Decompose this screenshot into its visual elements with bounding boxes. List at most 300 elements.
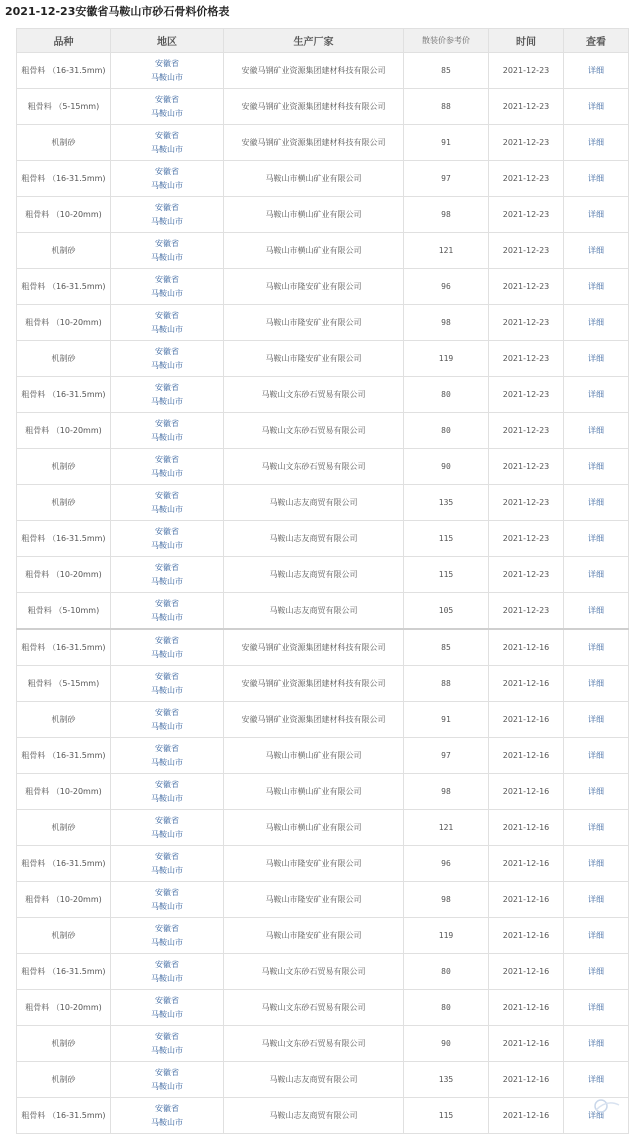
cell-variety: 粗骨料 （10-20mm) xyxy=(17,557,111,593)
cell-maker: 马鞍山市隆安矿业有限公司 xyxy=(224,269,404,305)
cell-variety: 粗骨料 （10-20mm) xyxy=(17,413,111,449)
col-header-date: 时间 xyxy=(489,29,564,53)
cell-region xyxy=(111,882,224,918)
cell-date: 2021-12-23 xyxy=(489,233,564,269)
cell-variety: 粗骨料 （5-10mm) xyxy=(17,593,111,630)
cell-variety: 粗骨料 （16-31.5mm) xyxy=(17,161,111,197)
cell-variety: 粗骨料 （10-20mm) xyxy=(17,774,111,810)
table-row xyxy=(17,954,629,990)
detail-link[interactable]: 详细 xyxy=(588,210,604,219)
region-province: 安徽省 xyxy=(155,1103,179,1113)
table-row xyxy=(17,269,629,305)
cell-date: 2021-12-23 xyxy=(489,197,564,233)
region-city: 马鞍山市 xyxy=(151,252,183,262)
cell-region xyxy=(111,233,224,269)
region-city: 马鞍山市 xyxy=(151,72,183,82)
page-title: 2021-12-23安徽省马鞍山市砂石骨料价格表 xyxy=(5,5,230,18)
cell-price: 121 xyxy=(404,233,489,269)
cell-date: 2021-12-16 xyxy=(489,1062,564,1098)
region-province: 安徽省 xyxy=(155,238,179,248)
cell-region xyxy=(111,738,224,774)
cell-maker: 马鞍山市隆安矿业有限公司 xyxy=(224,918,404,954)
cell-region xyxy=(111,990,224,1026)
cell-region xyxy=(111,89,224,125)
region-province: 安徽省 xyxy=(155,382,179,392)
cell-date: 2021-12-16 xyxy=(489,1098,564,1134)
detail-link[interactable]: 详细 xyxy=(588,174,604,183)
cell-maker: 马鞍山文东砂石贸易有限公司 xyxy=(224,1026,404,1062)
detail-link[interactable]: 详细 xyxy=(588,426,604,435)
region-province: 安徽省 xyxy=(155,707,179,717)
cell-view xyxy=(564,990,629,1026)
detail-link[interactable]: 详细 xyxy=(588,246,604,255)
cell-region xyxy=(111,1098,224,1134)
cell-price: 98 xyxy=(404,305,489,341)
cell-price: 97 xyxy=(404,738,489,774)
cell-price: 98 xyxy=(404,882,489,918)
cell-variety: 粗骨料 （16-31.5mm) xyxy=(17,738,111,774)
region-city: 马鞍山市 xyxy=(151,324,183,334)
cell-region xyxy=(111,485,224,521)
region-province: 安徽省 xyxy=(155,815,179,825)
cell-variety: 粗骨料 （5-15mm) xyxy=(17,666,111,702)
cell-region xyxy=(111,846,224,882)
table-row xyxy=(17,846,629,882)
cell-price: 91 xyxy=(404,702,489,738)
table-row xyxy=(17,341,629,377)
region-city: 马鞍山市 xyxy=(151,144,183,154)
detail-link[interactable]: 详细 xyxy=(588,787,604,796)
table-row xyxy=(17,1062,629,1098)
cell-view xyxy=(564,53,629,89)
detail-link[interactable]: 详细 xyxy=(588,462,604,471)
region-city: 马鞍山市 xyxy=(151,432,183,442)
detail-link[interactable]: 详细 xyxy=(588,606,604,615)
cell-maker: 马鞍山市隆安矿业有限公司 xyxy=(224,341,404,377)
region-province: 安徽省 xyxy=(155,1031,179,1041)
cell-region xyxy=(111,413,224,449)
table-row xyxy=(17,233,629,269)
cell-view xyxy=(564,449,629,485)
cell-maker: 马鞍山志友商贸有限公司 xyxy=(224,557,404,593)
detail-link[interactable]: 详细 xyxy=(588,138,604,147)
cell-maker: 马鞍山志友商贸有限公司 xyxy=(224,593,404,630)
cell-date: 2021-12-23 xyxy=(489,269,564,305)
cell-price: 97 xyxy=(404,161,489,197)
region-province: 安徽省 xyxy=(155,274,179,284)
cell-date: 2021-12-23 xyxy=(489,449,564,485)
detail-link[interactable]: 详细 xyxy=(588,318,604,327)
cell-price: 85 xyxy=(404,53,489,89)
cell-region xyxy=(111,702,224,738)
cell-date: 2021-12-23 xyxy=(489,485,564,521)
cell-date: 2021-12-23 xyxy=(489,305,564,341)
cell-view xyxy=(564,161,629,197)
detail-link[interactable]: 详细 xyxy=(588,715,604,724)
table-row xyxy=(17,1026,629,1062)
detail-link[interactable]: 详细 xyxy=(588,390,604,399)
cell-date: 2021-12-23 xyxy=(489,521,564,557)
region-city: 马鞍山市 xyxy=(151,396,183,406)
region-city: 马鞍山市 xyxy=(151,216,183,226)
cell-view xyxy=(564,557,629,593)
cell-date: 2021-12-16 xyxy=(489,918,564,954)
region-city: 马鞍山市 xyxy=(151,576,183,586)
cell-variety: 粗骨料 （16-31.5mm) xyxy=(17,954,111,990)
col-header-view: 查看 xyxy=(564,29,629,53)
cell-price: 135 xyxy=(404,485,489,521)
cell-variety: 粗骨料 （16-31.5mm) xyxy=(17,846,111,882)
cell-region xyxy=(111,197,224,233)
cell-variety: 机制砂 xyxy=(17,125,111,161)
cell-region xyxy=(111,1026,224,1062)
detail-link[interactable]: 详细 xyxy=(588,354,604,363)
region-province: 安徽省 xyxy=(155,202,179,212)
table-row xyxy=(17,377,629,413)
region-city: 马鞍山市 xyxy=(151,1081,183,1091)
cell-date: 2021-12-23 xyxy=(489,89,564,125)
table-row xyxy=(17,666,629,702)
cell-view xyxy=(564,125,629,161)
detail-link[interactable]: 详细 xyxy=(588,498,604,507)
cell-price: 98 xyxy=(404,197,489,233)
cell-variety: 机制砂 xyxy=(17,810,111,846)
region-province: 安徽省 xyxy=(155,94,179,104)
cell-maker: 马鞍山市横山矿业有限公司 xyxy=(224,197,404,233)
cell-maker: 马鞍山市横山矿业有限公司 xyxy=(224,233,404,269)
table-row xyxy=(17,774,629,810)
cell-date: 2021-12-16 xyxy=(489,774,564,810)
cell-view xyxy=(564,413,629,449)
region-province: 安徽省 xyxy=(155,310,179,320)
cell-price: 80 xyxy=(404,954,489,990)
cell-maker: 安徽马钢矿业资源集团建材科技有限公司 xyxy=(224,629,404,666)
cell-date: 2021-12-23 xyxy=(489,413,564,449)
table-header xyxy=(17,29,629,53)
detail-link[interactable]: 详细 xyxy=(588,102,604,111)
cell-view xyxy=(564,846,629,882)
cell-region xyxy=(111,954,224,990)
cell-variety: 粗骨料 （16-31.5mm) xyxy=(17,269,111,305)
cell-region xyxy=(111,125,224,161)
cell-variety: 机制砂 xyxy=(17,449,111,485)
cell-price: 90 xyxy=(404,449,489,485)
cell-view xyxy=(564,485,629,521)
region-province: 安徽省 xyxy=(155,887,179,897)
table-row xyxy=(17,413,629,449)
cell-maker: 安徽马钢矿业资源集团建材科技有限公司 xyxy=(224,666,404,702)
region-city: 马鞍山市 xyxy=(151,937,183,947)
cell-price: 121 xyxy=(404,810,489,846)
cell-view xyxy=(564,1062,629,1098)
cell-view xyxy=(564,1026,629,1062)
cell-view xyxy=(564,305,629,341)
table-body xyxy=(17,53,629,1134)
cell-variety: 粗骨料 （16-31.5mm) xyxy=(17,377,111,413)
region-province: 安徽省 xyxy=(155,851,179,861)
region-city: 马鞍山市 xyxy=(151,901,183,911)
cell-region xyxy=(111,377,224,413)
detail-link[interactable]: 详细 xyxy=(588,66,604,75)
region-city: 马鞍山市 xyxy=(151,973,183,983)
cell-price: 119 xyxy=(404,918,489,954)
cell-region xyxy=(111,918,224,954)
cell-variety: 机制砂 xyxy=(17,702,111,738)
cell-variety: 粗骨料 （16-31.5mm) xyxy=(17,521,111,557)
cell-variety: 粗骨料 （16-31.5mm) xyxy=(17,53,111,89)
region-province: 安徽省 xyxy=(155,743,179,753)
cell-variety: 机制砂 xyxy=(17,341,111,377)
table-row xyxy=(17,197,629,233)
table-row xyxy=(17,918,629,954)
region-city: 马鞍山市 xyxy=(151,685,183,695)
table-row xyxy=(17,557,629,593)
cell-date: 2021-12-23 xyxy=(489,377,564,413)
cell-view xyxy=(564,954,629,990)
cell-view xyxy=(564,269,629,305)
cell-date: 2021-12-23 xyxy=(489,53,564,89)
cell-region xyxy=(111,161,224,197)
cell-view xyxy=(564,702,629,738)
table-row xyxy=(17,521,629,557)
detail-link[interactable]: 详细 xyxy=(588,534,604,543)
region-province: 安徽省 xyxy=(155,418,179,428)
region-city: 马鞍山市 xyxy=(151,288,183,298)
region-city: 马鞍山市 xyxy=(151,757,183,767)
cell-date: 2021-12-23 xyxy=(489,593,564,630)
region-city: 马鞍山市 xyxy=(151,793,183,803)
detail-link[interactable]: 详细 xyxy=(588,859,604,868)
region-city: 马鞍山市 xyxy=(151,1117,183,1127)
detail-link[interactable]: 详细 xyxy=(588,1075,604,1084)
table-row xyxy=(17,125,629,161)
cell-variety: 粗骨料 （10-20mm) xyxy=(17,882,111,918)
cell-view xyxy=(564,521,629,557)
region-city: 马鞍山市 xyxy=(151,540,183,550)
cell-variety: 粗骨料 （10-20mm) xyxy=(17,305,111,341)
cell-price: 91 xyxy=(404,125,489,161)
cell-variety: 机制砂 xyxy=(17,918,111,954)
region-province: 安徽省 xyxy=(155,671,179,681)
cell-date: 2021-12-16 xyxy=(489,882,564,918)
region-city: 马鞍山市 xyxy=(151,504,183,514)
cell-maker: 安徽马钢矿业资源集团建材科技有限公司 xyxy=(224,125,404,161)
cell-region xyxy=(111,774,224,810)
cell-date: 2021-12-16 xyxy=(489,738,564,774)
cell-maker: 马鞍山市横山矿业有限公司 xyxy=(224,161,404,197)
cell-price: 98 xyxy=(404,774,489,810)
cell-region xyxy=(111,810,224,846)
detail-link[interactable]: 详细 xyxy=(588,751,604,760)
cell-region xyxy=(111,521,224,557)
cell-variety: 粗骨料 （5-15mm) xyxy=(17,89,111,125)
cell-view xyxy=(564,377,629,413)
region-province: 安徽省 xyxy=(155,1067,179,1077)
table-row xyxy=(17,810,629,846)
cell-price: 115 xyxy=(404,1098,489,1134)
cell-price: 80 xyxy=(404,413,489,449)
region-province: 安徽省 xyxy=(155,959,179,969)
table-row xyxy=(17,593,629,630)
cell-region xyxy=(111,305,224,341)
cell-variety: 粗骨料 （10-20mm) xyxy=(17,990,111,1026)
region-province: 安徽省 xyxy=(155,454,179,464)
region-city: 马鞍山市 xyxy=(151,649,183,659)
cell-maker: 安徽马钢矿业资源集团建材科技有限公司 xyxy=(224,53,404,89)
detail-link[interactable]: 详细 xyxy=(588,570,604,579)
cell-maker: 马鞍山文东砂石贸易有限公司 xyxy=(224,954,404,990)
cell-region xyxy=(111,53,224,89)
detail-link[interactable]: 详细 xyxy=(588,679,604,688)
region-province: 安徽省 xyxy=(155,995,179,1005)
cell-date: 2021-12-16 xyxy=(489,702,564,738)
cell-price: 96 xyxy=(404,846,489,882)
region-province: 安徽省 xyxy=(155,635,179,645)
cell-view xyxy=(564,918,629,954)
cell-price: 115 xyxy=(404,521,489,557)
table-row xyxy=(17,629,629,666)
cell-date: 2021-12-16 xyxy=(489,954,564,990)
table-row xyxy=(17,702,629,738)
col-header-region: 地区 xyxy=(111,29,224,53)
detail-link[interactable]: 详细 xyxy=(588,895,604,904)
cell-variety: 粗骨料 （16-31.5mm) xyxy=(17,1098,111,1134)
cell-maker: 马鞍山文东砂石贸易有限公司 xyxy=(224,990,404,1026)
cell-price: 135 xyxy=(404,1062,489,1098)
table-row xyxy=(17,305,629,341)
cell-region xyxy=(111,629,224,666)
cell-maker: 马鞍山志友商贸有限公司 xyxy=(224,1062,404,1098)
cell-region xyxy=(111,593,224,630)
cell-maker: 安徽马钢矿业资源集团建材科技有限公司 xyxy=(224,702,404,738)
cell-price: 80 xyxy=(404,377,489,413)
cell-view xyxy=(564,197,629,233)
cell-date: 2021-12-16 xyxy=(489,810,564,846)
cell-price: 90 xyxy=(404,1026,489,1062)
cell-maker: 马鞍山志友商贸有限公司 xyxy=(224,1098,404,1134)
cell-price: 115 xyxy=(404,557,489,593)
region-province: 安徽省 xyxy=(155,58,179,68)
detail-link[interactable]: 详细 xyxy=(588,1003,604,1012)
cell-region xyxy=(111,1062,224,1098)
cell-view xyxy=(564,882,629,918)
cell-maker: 马鞍山市隆安矿业有限公司 xyxy=(224,882,404,918)
cell-date: 2021-12-16 xyxy=(489,990,564,1026)
watermark-logo-icon xyxy=(592,1097,622,1115)
region-province: 安徽省 xyxy=(155,130,179,140)
cell-variety: 机制砂 xyxy=(17,485,111,521)
table-row xyxy=(17,161,629,197)
cell-region xyxy=(111,269,224,305)
cell-maker: 马鞍山市隆安矿业有限公司 xyxy=(224,305,404,341)
cell-price: 85 xyxy=(404,629,489,666)
cell-date: 2021-12-16 xyxy=(489,846,564,882)
cell-variety: 机制砂 xyxy=(17,1062,111,1098)
region-province: 安徽省 xyxy=(155,490,179,500)
table-row xyxy=(17,449,629,485)
cell-variety: 粗骨料 （16-31.5mm) xyxy=(17,629,111,666)
region-city: 马鞍山市 xyxy=(151,721,183,731)
cell-maker: 马鞍山市横山矿业有限公司 xyxy=(224,774,404,810)
cell-date: 2021-12-16 xyxy=(489,666,564,702)
cell-region xyxy=(111,666,224,702)
cell-date: 2021-12-23 xyxy=(489,161,564,197)
table-row xyxy=(17,1098,629,1134)
detail-link[interactable]: 详细 xyxy=(588,823,604,832)
region-province: 安徽省 xyxy=(155,598,179,608)
region-province: 安徽省 xyxy=(155,166,179,176)
cell-maker: 马鞍山市隆安矿业有限公司 xyxy=(224,846,404,882)
header-row xyxy=(17,29,629,53)
cell-region xyxy=(111,557,224,593)
price-table xyxy=(16,28,629,1134)
cell-region xyxy=(111,449,224,485)
detail-link[interactable]: 详细 xyxy=(588,931,604,940)
cell-maker: 马鞍山市横山矿业有限公司 xyxy=(224,810,404,846)
cell-maker: 马鞍山文东砂石贸易有限公司 xyxy=(224,377,404,413)
region-city: 马鞍山市 xyxy=(151,865,183,875)
region-province: 安徽省 xyxy=(155,779,179,789)
table-row xyxy=(17,485,629,521)
cell-price: 119 xyxy=(404,341,489,377)
cell-maker: 马鞍山文东砂石贸易有限公司 xyxy=(224,413,404,449)
region-city: 马鞍山市 xyxy=(151,360,183,370)
cell-variety: 粗骨料 （10-20mm) xyxy=(17,197,111,233)
cell-view xyxy=(564,593,629,630)
col-header-maker: 生产厂家 xyxy=(224,29,404,53)
cell-view xyxy=(564,666,629,702)
cell-date: 2021-12-16 xyxy=(489,629,564,666)
detail-link[interactable]: 详细 xyxy=(588,282,604,291)
table-row xyxy=(17,990,629,1026)
cell-view xyxy=(564,89,629,125)
detail-link[interactable]: 详细 xyxy=(588,1039,604,1048)
col-header-price: 散装价参考价 xyxy=(404,29,489,53)
col-header-variety: 品种 xyxy=(17,29,111,53)
cell-price: 88 xyxy=(404,666,489,702)
cell-view xyxy=(564,233,629,269)
region-city: 马鞍山市 xyxy=(151,180,183,190)
cell-price: 80 xyxy=(404,990,489,1026)
region-city: 马鞍山市 xyxy=(151,108,183,118)
table-row xyxy=(17,53,629,89)
region-province: 安徽省 xyxy=(155,346,179,356)
table-row xyxy=(17,882,629,918)
cell-view xyxy=(564,341,629,377)
cell-view xyxy=(564,629,629,666)
cell-maker: 马鞍山市横山矿业有限公司 xyxy=(224,738,404,774)
detail-link[interactable]: 详细 xyxy=(588,967,604,976)
cell-maker: 马鞍山志友商贸有限公司 xyxy=(224,521,404,557)
cell-variety: 机制砂 xyxy=(17,233,111,269)
cell-price: 96 xyxy=(404,269,489,305)
region-city: 马鞍山市 xyxy=(151,1009,183,1019)
cell-date: 2021-12-16 xyxy=(489,1026,564,1062)
region-city: 马鞍山市 xyxy=(151,468,183,478)
region-province: 安徽省 xyxy=(155,526,179,536)
detail-link[interactable]: 详细 xyxy=(588,643,604,652)
region-city: 马鞍山市 xyxy=(151,612,183,622)
cell-variety: 机制砂 xyxy=(17,1026,111,1062)
region-city: 马鞍山市 xyxy=(151,829,183,839)
region-city: 马鞍山市 xyxy=(151,1045,183,1055)
region-province: 安徽省 xyxy=(155,562,179,572)
cell-view xyxy=(564,774,629,810)
cell-maker: 马鞍山文东砂石贸易有限公司 xyxy=(224,449,404,485)
detail-link[interactable]: 详细 xyxy=(588,1111,604,1120)
cell-region xyxy=(111,341,224,377)
cell-date: 2021-12-23 xyxy=(489,557,564,593)
